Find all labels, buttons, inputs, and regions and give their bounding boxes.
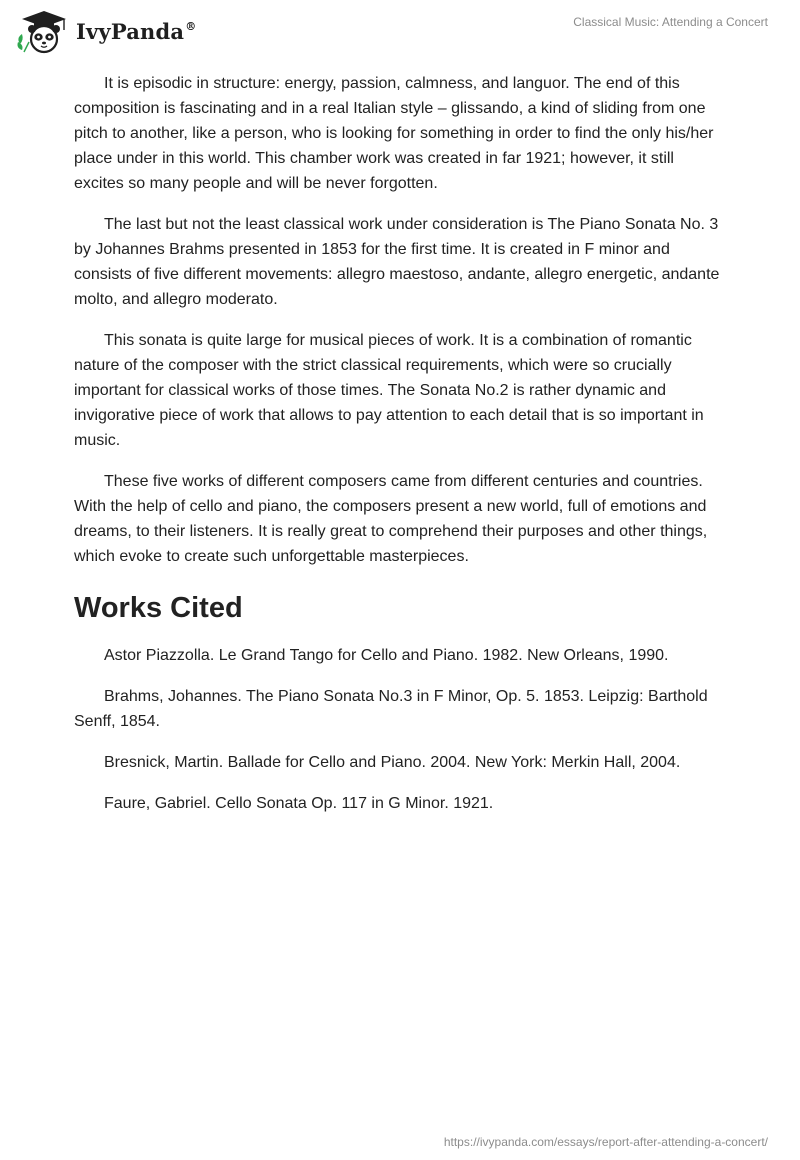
body-paragraph: It is episodic in structure: energy, passion, calmness, and languor. The end of this composition is fascinating and in a real Italian style – glissando, a kind of sliding from one pitch to another, like a person, who is looking for something in order to find the only his/her place under in this world. This chamber work was created in far 1921; however, it still excites so many people and will be never forgotten.	[74, 75, 714, 192]
running-title: Classical Music: Attending a Concert	[573, 15, 768, 29]
citation-entry: Brahms, Johannes. The Piano Sonata No.3 in F Minor, Op. 5. 1853. Leipzig: Barthold Senff, 1854.	[74, 688, 708, 730]
essay-content	[74, 71, 724, 832]
citation-entry: Bresnick, Martin. Ballade for Cello and Piano. 2004. New York: Merkin Hall, 2004.	[104, 754, 681, 771]
page-header	[0, 0, 800, 60]
panda-mascot-icon	[14, 8, 74, 56]
citation-entry: Faure, Gabriel. Cello Sonata Op. 117 in G Minor. 1921.	[104, 795, 494, 812]
citation-entry: Astor Piazzolla. Le Grand Tango for Cello and Piano. 1982. New Orleans, 1990.	[104, 647, 669, 664]
source-url[interactable]: https://ivypanda.com/essays/report-after-attending-a-concert/	[443, 1135, 768, 1149]
ivypanda-logo[interactable]	[14, 8, 196, 56]
body-paragraph: The last but not the least classical work under consideration is The Piano Sonata No. 3 by Johannes Brahms presented in 1853 for the first time. It is created in F minor and consists of five different movements: allegro maestoso, andante, allegro energetic, andante molto, and allegro moderato.	[74, 216, 720, 308]
body-paragraph: This sonata is quite large for musical pieces of work. It is a combination of romantic nature of the composer with the strict classical requirements, which were so crucially important for classical works of those times. The Sonata No.2 is rather dynamic and invigorative piece of work that allows to pay attention to each detail that is so important in music.	[74, 332, 704, 449]
brand-name: IvyPanda®	[76, 18, 197, 44]
body-paragraph: These five works of different composers came from different centuries and countries. With the help of cello and piano, the composers present a new world, full of emotions and dreams, to their listeners. It is really great to comprehend their purposes and other things, which evoke to create such unforgettable masterpieces.	[74, 473, 708, 565]
works-cited-heading: Works Cited	[74, 592, 243, 624]
